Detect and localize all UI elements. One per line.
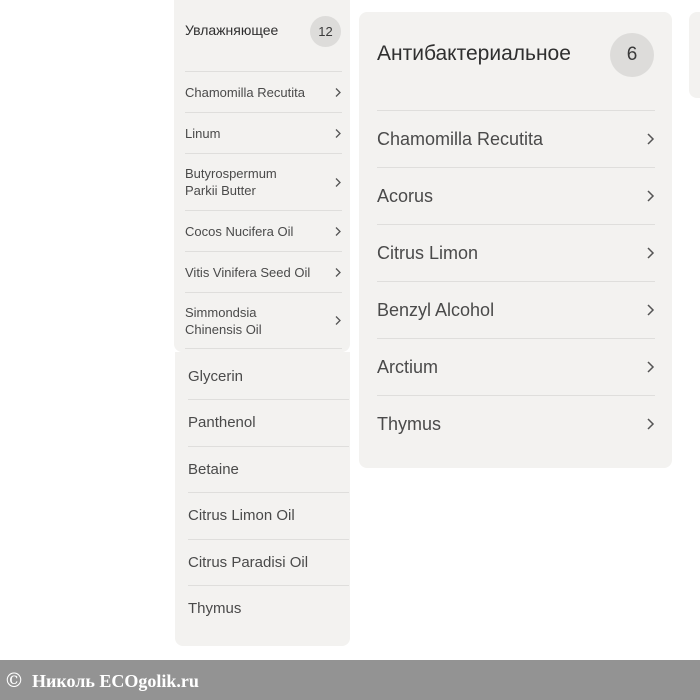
ingredient-row[interactable] [188,399,349,445]
ingredient-row[interactable] [185,251,342,292]
ingredient-label: Arctium [377,356,439,377]
ingredient-label: Citrus Limon Oil [188,507,295,524]
chevron-right-icon [334,267,342,278]
ingredient-label: Chamomilla Recutita [377,128,544,149]
ingredient-row[interactable] [185,292,342,349]
ingredient-row[interactable] [188,446,349,492]
ingredient-row[interactable] [188,585,349,631]
watermark-bar [0,660,700,700]
category-card-next-edge [689,12,700,98]
ingredient-label: Acorus [377,185,434,206]
ingredient-label: Betaine [188,461,239,478]
ingredient-label: Citrus Paradisi Oil [188,554,309,571]
ingredient-label: Benzyl Alcohol [377,299,495,320]
chevron-right-icon [334,226,342,237]
ingredient-label: Chamomilla Recutita [185,84,305,100]
moisturizing-title: Увлажняющее [185,22,279,38]
ingredient-label: Butyrospermum Parkii Butter [185,166,277,198]
ingredient-label: Simmondsia Chinensis Oil [185,304,262,337]
ingredient-row[interactable] [377,281,655,338]
chevron-right-icon [334,87,342,98]
ingredient-row[interactable] [377,167,655,224]
ingredient-label: Thymus [377,413,442,434]
antibacterial-count-badge: 6 [610,33,654,77]
ingredient-row[interactable] [188,353,349,399]
ingredient-label: Vitis Vinifera Seed Oil [185,264,311,280]
moisturizing-count-badge: 12 [310,16,341,47]
ingredient-row[interactable] [377,338,655,395]
ingredient-row[interactable] [188,539,349,585]
chevron-right-icon [645,246,655,260]
ingredient-label: Citrus Limon [377,242,479,263]
ingredient-label: Cocos Nucifera Oil [185,223,294,239]
chevron-right-icon [645,417,655,431]
chevron-right-icon [334,177,342,188]
ingredient-label: Glycerin [188,367,244,385]
chevron-right-icon [645,189,655,203]
watermark-text: Николь ECOgolik.ru [32,671,199,691]
ingredient-row[interactable] [188,492,349,538]
chevron-right-icon [334,128,342,139]
chevron-right-icon [645,303,655,317]
ingredient-label: Thymus [188,600,242,617]
chevron-right-icon [334,315,342,326]
ingredient-row[interactable] [377,224,655,281]
ingredient-label: Panthenol [188,414,256,431]
copyright-icon: © [4,668,24,692]
antibacterial-title: Антибактериальное [377,42,571,65]
ingredient-row[interactable] [377,395,655,452]
chevron-right-icon [645,132,655,146]
chevron-right-icon [645,360,655,374]
ingredient-row[interactable] [185,153,342,210]
ingredient-row[interactable] [377,110,655,167]
ingredient-label: Linum [185,125,221,141]
ingredient-row[interactable] [185,71,342,112]
ingredient-row[interactable] [185,210,342,251]
ingredient-row[interactable] [185,112,342,153]
